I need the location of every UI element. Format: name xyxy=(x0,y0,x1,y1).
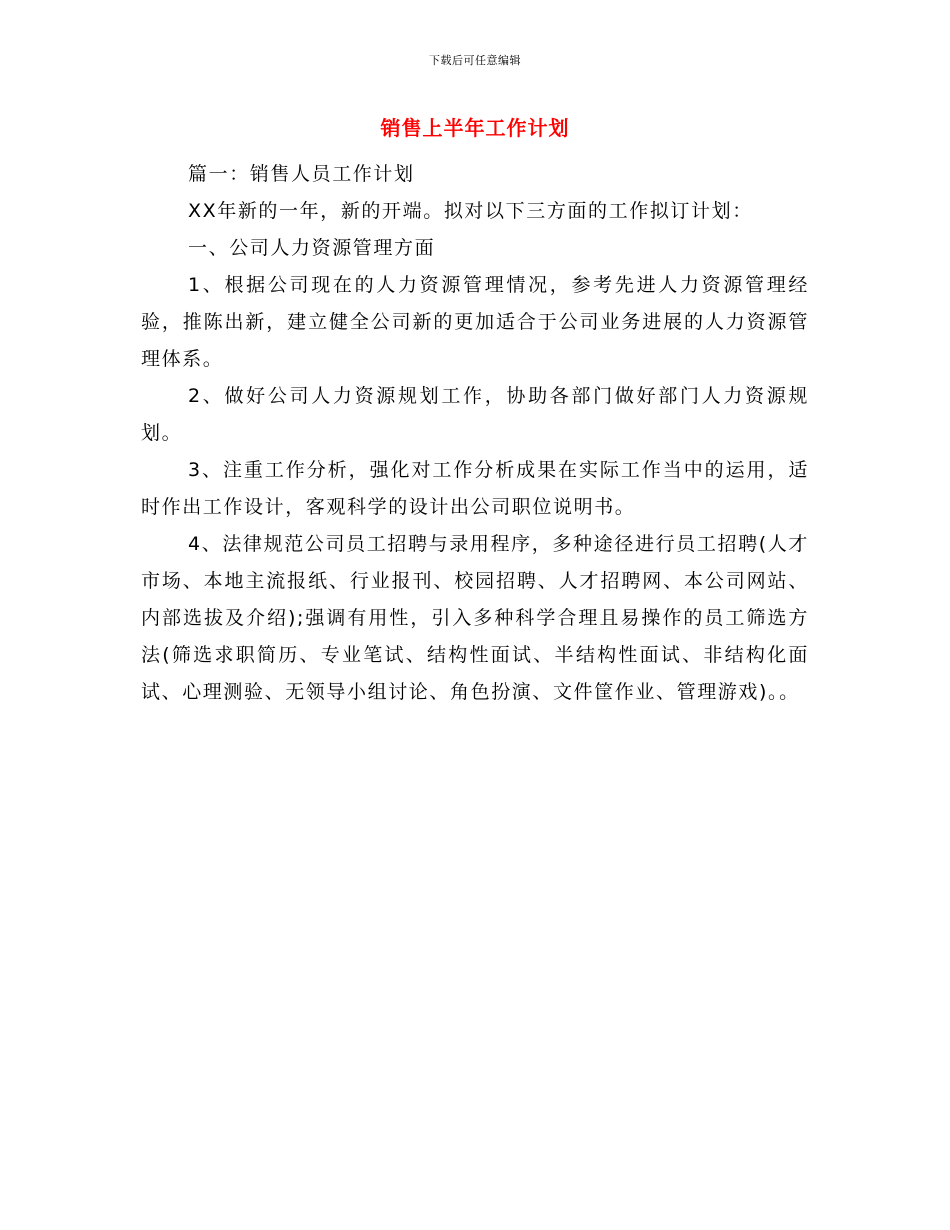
header-note: 下载后可任意编辑 xyxy=(429,54,521,67)
document-body xyxy=(141,156,809,711)
paragraph-item-4: 4、法律规范公司员工招聘与录用程序，多种途径进行员工招聘(人才市场、本地主流报纸、行业报刊、校园招聘、人才招聘网、本公司网站、内部选拔及介绍);强调有用性，引入多种科学合理且易操作的员工筛选方法(筛选求职简历、专业笔试、结构性面试、半结构性面试、非结构化面试、心理测验、无领导小组讨论、角色扮演、文件筐作业、管理游戏)。。 xyxy=(141,533,809,703)
paragraph-item-2: 2、做好公司人力资源规划工作，协助各部门做好部门人力资源规划。 xyxy=(141,385,809,444)
paragraph-item-1: 1、根据公司现在的人力资源管理情况，参考先进人力资源管理经验，推陈出新，建立健全公司新的更加适合于公司业务进展的人力资源管理体系。 xyxy=(141,274,809,370)
section-heading: 篇一：销售人员工作计划 xyxy=(188,163,415,185)
intro-paragraph: XX年新的一年，新的开端。拟对以下三方面的工作拟订计划： xyxy=(188,200,753,222)
document-title: 销售上半年工作计划 xyxy=(380,116,570,140)
paragraph-item-3: 3、注重工作分析，强化对工作分析成果在实际工作当中的运用，适时作出工作设计，客观科学的设计出公司职位说明书。 xyxy=(141,459,809,518)
subsection-heading: 一、公司人力资源管理方面 xyxy=(188,237,436,259)
